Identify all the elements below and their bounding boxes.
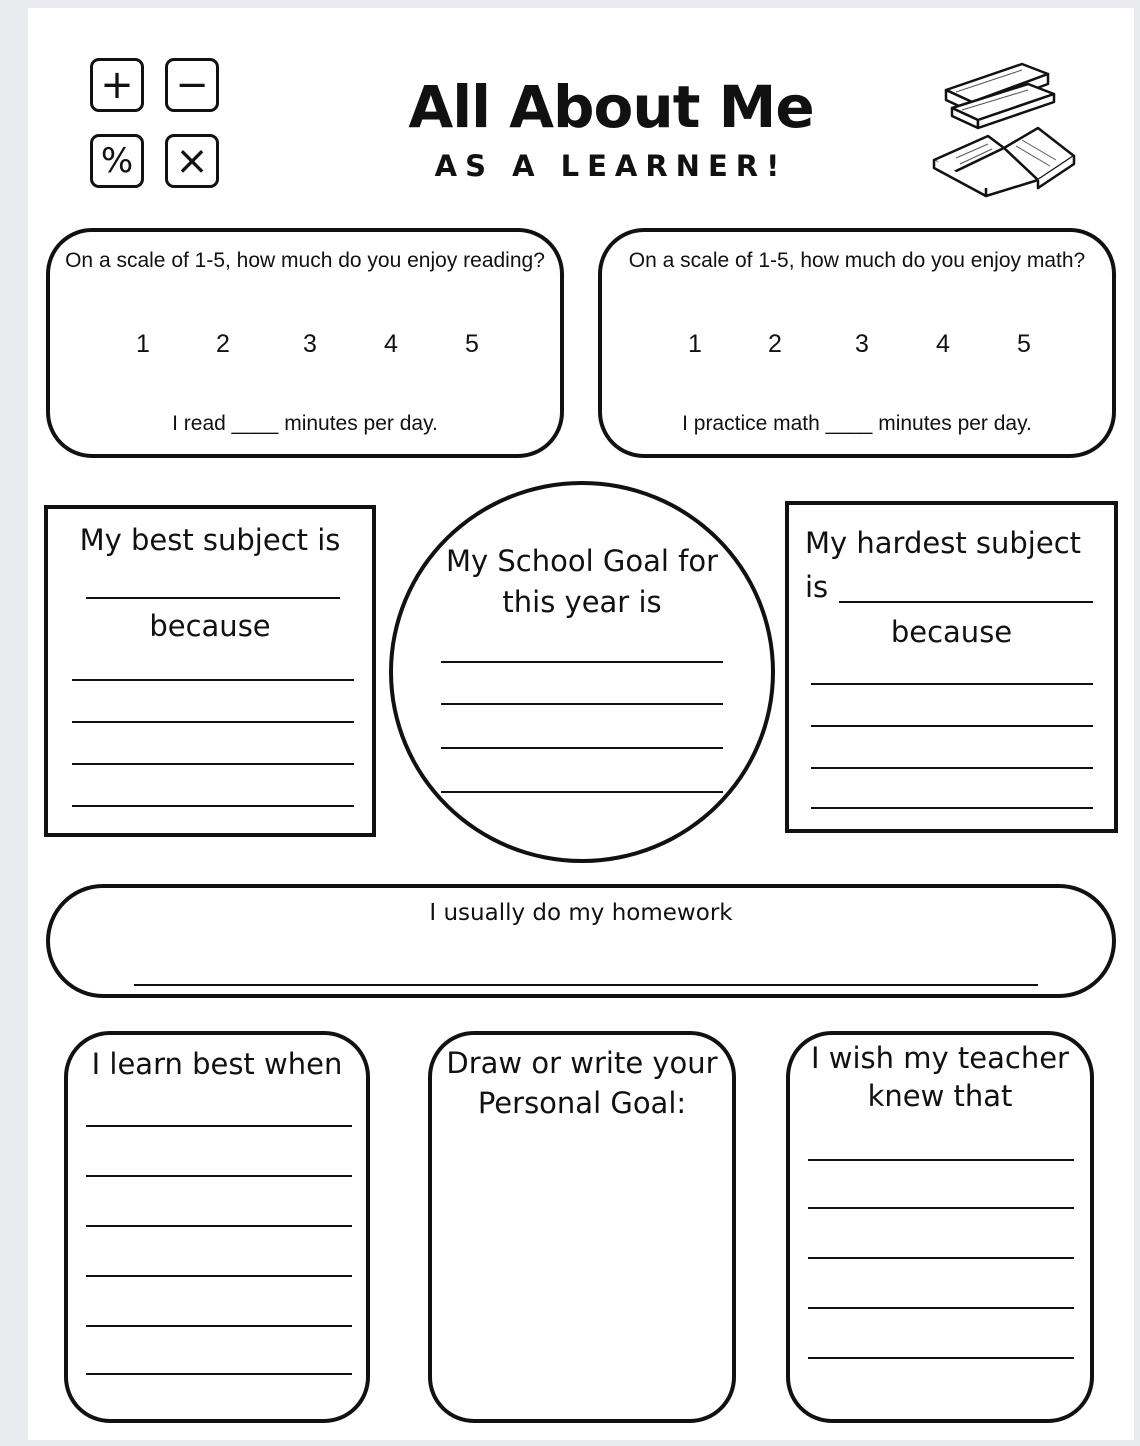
best-subject-heading: My best subject is <box>79 523 341 557</box>
reading-rating-2[interactable]: 2 <box>216 330 230 358</box>
writing-line[interactable] <box>441 661 723 663</box>
writing-line[interactable] <box>441 703 723 705</box>
writing-line[interactable] <box>86 1225 352 1227</box>
math-rating-3[interactable]: 3 <box>855 330 869 358</box>
personal-goal-heading: Draw or write your Personal Goal: <box>446 1046 718 1120</box>
reading-rating-4[interactable]: 4 <box>384 330 398 358</box>
writing-line[interactable] <box>86 1125 352 1127</box>
page-subtitle: AS A LEARNER! <box>434 149 788 183</box>
reading-minutes-line[interactable]: I read ____ minutes per day. <box>172 412 438 435</box>
math-question: On a scale of 1-5, how much do you enjoy math? <box>628 249 1086 272</box>
writing-line[interactable] <box>86 1175 352 1177</box>
writing-line[interactable] <box>808 1357 1074 1359</box>
writing-line[interactable] <box>72 679 354 681</box>
page-title: All About Me <box>408 73 814 141</box>
hardest-subject-blank[interactable] <box>839 601 1093 603</box>
hardest-subject-heading: My hardest subject is <box>805 526 1082 604</box>
homework-box <box>46 884 1116 998</box>
writing-line[interactable] <box>86 1373 352 1375</box>
math-minutes-line[interactable]: I practice math ____ minutes per day. <box>682 412 1032 435</box>
times-icon: × <box>165 134 219 188</box>
writing-line[interactable] <box>72 805 354 807</box>
teacher-wish-box <box>786 1031 1094 1423</box>
personal-goal-box[interactable] <box>428 1031 736 1423</box>
worksheet-page <box>28 8 1134 1440</box>
books-icon <box>926 48 1082 198</box>
school-goal-circle <box>389 481 775 863</box>
best-subject-blank[interactable] <box>86 597 340 599</box>
writing-line[interactable] <box>86 1275 352 1277</box>
minus-icon: − <box>165 58 219 112</box>
math-rating-2[interactable]: 2 <box>768 330 782 358</box>
homework-answer-line[interactable] <box>134 984 1038 986</box>
writing-line[interactable] <box>808 1207 1074 1209</box>
reading-rating-3[interactable]: 3 <box>303 330 317 358</box>
percent-icon: % <box>90 134 144 188</box>
math-rating-5[interactable]: 5 <box>1017 330 1031 358</box>
writing-line[interactable] <box>808 1159 1074 1161</box>
writing-line[interactable] <box>808 1307 1074 1309</box>
learn-best-heading: I learn best when <box>91 1047 343 1081</box>
writing-line[interactable] <box>86 1325 352 1327</box>
writing-line[interactable] <box>441 791 723 793</box>
school-goal-heading: My School Goal for this year is <box>445 544 719 619</box>
hardest-subject-because: because <box>890 615 1013 649</box>
writing-line[interactable] <box>72 721 354 723</box>
reading-scale-box <box>46 228 564 458</box>
writing-line[interactable] <box>72 763 354 765</box>
reading-question: On a scale of 1-5, how much do you enjoy reading? <box>65 249 545 272</box>
reading-rating-options <box>50 330 560 364</box>
homework-label: I usually do my homework <box>429 900 733 926</box>
writing-line[interactable] <box>441 747 723 749</box>
math-rating-1[interactable]: 1 <box>688 330 702 358</box>
reading-rating-1[interactable]: 1 <box>136 330 150 358</box>
teacher-wish-heading: I wish my teacher knew that <box>811 1041 1069 1113</box>
learn-best-box <box>64 1031 370 1423</box>
reading-rating-5[interactable]: 5 <box>465 330 479 358</box>
writing-line[interactable] <box>808 1257 1074 1259</box>
plus-icon: + <box>90 58 144 112</box>
best-subject-because: because <box>149 609 271 643</box>
writing-line[interactable] <box>811 683 1093 685</box>
math-rating-options <box>602 330 1112 364</box>
hardest-subject-box <box>785 501 1118 833</box>
writing-line[interactable] <box>811 725 1093 727</box>
writing-line[interactable] <box>811 807 1093 809</box>
writing-line[interactable] <box>811 767 1093 769</box>
math-scale-box <box>598 228 1116 458</box>
math-rating-4[interactable]: 4 <box>936 330 950 358</box>
best-subject-box <box>44 505 376 837</box>
